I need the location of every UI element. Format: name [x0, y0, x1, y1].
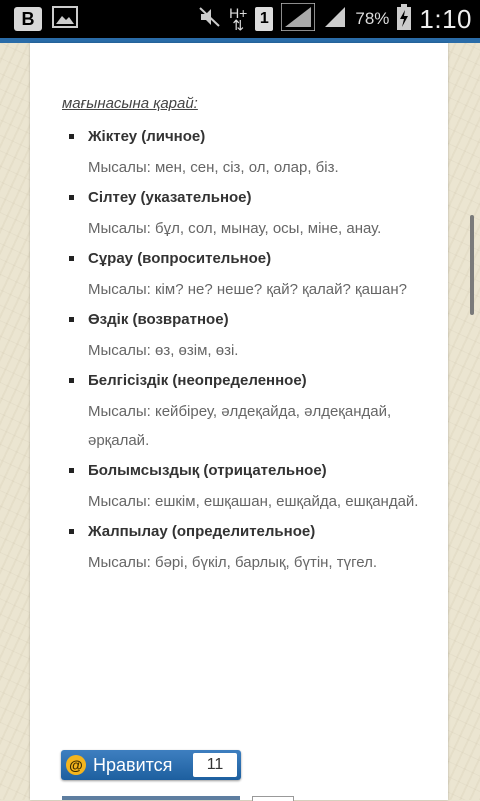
- list-item: [62, 522, 442, 577]
- item-example: Мысалы: бұл, сол, мынау, осы, міне, анау.: [88, 220, 382, 237]
- like-button[interactable]: [61, 750, 241, 780]
- bullet-icon: [69, 134, 74, 139]
- article-card: [30, 43, 448, 800]
- list-item: [62, 371, 442, 455]
- vk-app-icon: B: [14, 7, 42, 31]
- bullet-icon: [69, 529, 74, 534]
- share-button[interactable]: [62, 796, 240, 800]
- section-intro: мағынасына қарай:: [62, 95, 198, 112]
- signal-icon: [323, 5, 347, 34]
- data-transfer-icon: H+ ⇅: [229, 5, 248, 33]
- scrollbar[interactable]: [470, 215, 474, 315]
- at-sign-icon: @: [66, 755, 86, 775]
- item-title: Сұрау (вопросительное): [88, 250, 272, 267]
- list-item: [62, 310, 442, 365]
- item-example: Мысалы: өз, өзім, өзі.: [88, 342, 239, 359]
- mute-icon: [199, 7, 221, 32]
- battery-percent: 78%: [355, 9, 390, 28]
- item-example: Мысалы: бәрі, бүкіл, барлық, бүтін, түгел.: [88, 554, 378, 571]
- bullet-icon: [69, 256, 74, 261]
- sim-icon: 1: [255, 7, 273, 31]
- gallery-icon: [52, 6, 78, 33]
- item-example: Мысалы: кім? не? неше? қай? қалай? қашан?: [88, 281, 407, 298]
- bullet-icon: [69, 468, 74, 473]
- item-title: Жалпылау (определительное): [88, 523, 316, 540]
- battery-charging-icon: [397, 4, 411, 35]
- bullet-icon: [69, 195, 74, 200]
- status-bar: [0, 0, 480, 38]
- item-title: Жіктеу (личное): [88, 128, 206, 145]
- list-item: [62, 188, 442, 243]
- item-example: Мысалы: кейбіреу, әлдеқайда, әлдеқандай, әрқалай.: [88, 403, 392, 449]
- clock: 1:10: [419, 3, 472, 34]
- like-label: Нравится: [93, 754, 173, 775]
- share-count-box: [252, 796, 294, 801]
- item-title: Өздік (возвратное): [88, 311, 229, 328]
- list-item: [62, 461, 442, 516]
- like-count: 11: [193, 753, 237, 777]
- signal-icon: [281, 3, 315, 36]
- item-example: Мысалы: мен, сен, сіз, ол, олар, біз.: [88, 159, 339, 176]
- bullet-icon: [69, 378, 74, 383]
- pronoun-list: [62, 127, 442, 577]
- list-item: [62, 249, 442, 304]
- item-title: Болымсыздық (отрицательное): [88, 462, 327, 479]
- item-example: Мысалы: ешкім, ешқашан, ешқайда, ешқандай.: [88, 493, 419, 510]
- bullet-icon: [69, 317, 74, 322]
- item-title: Сілтеу (указательное): [88, 189, 252, 206]
- item-title: Белгісіздік (неопределенное): [88, 372, 307, 389]
- list-item: [62, 127, 442, 182]
